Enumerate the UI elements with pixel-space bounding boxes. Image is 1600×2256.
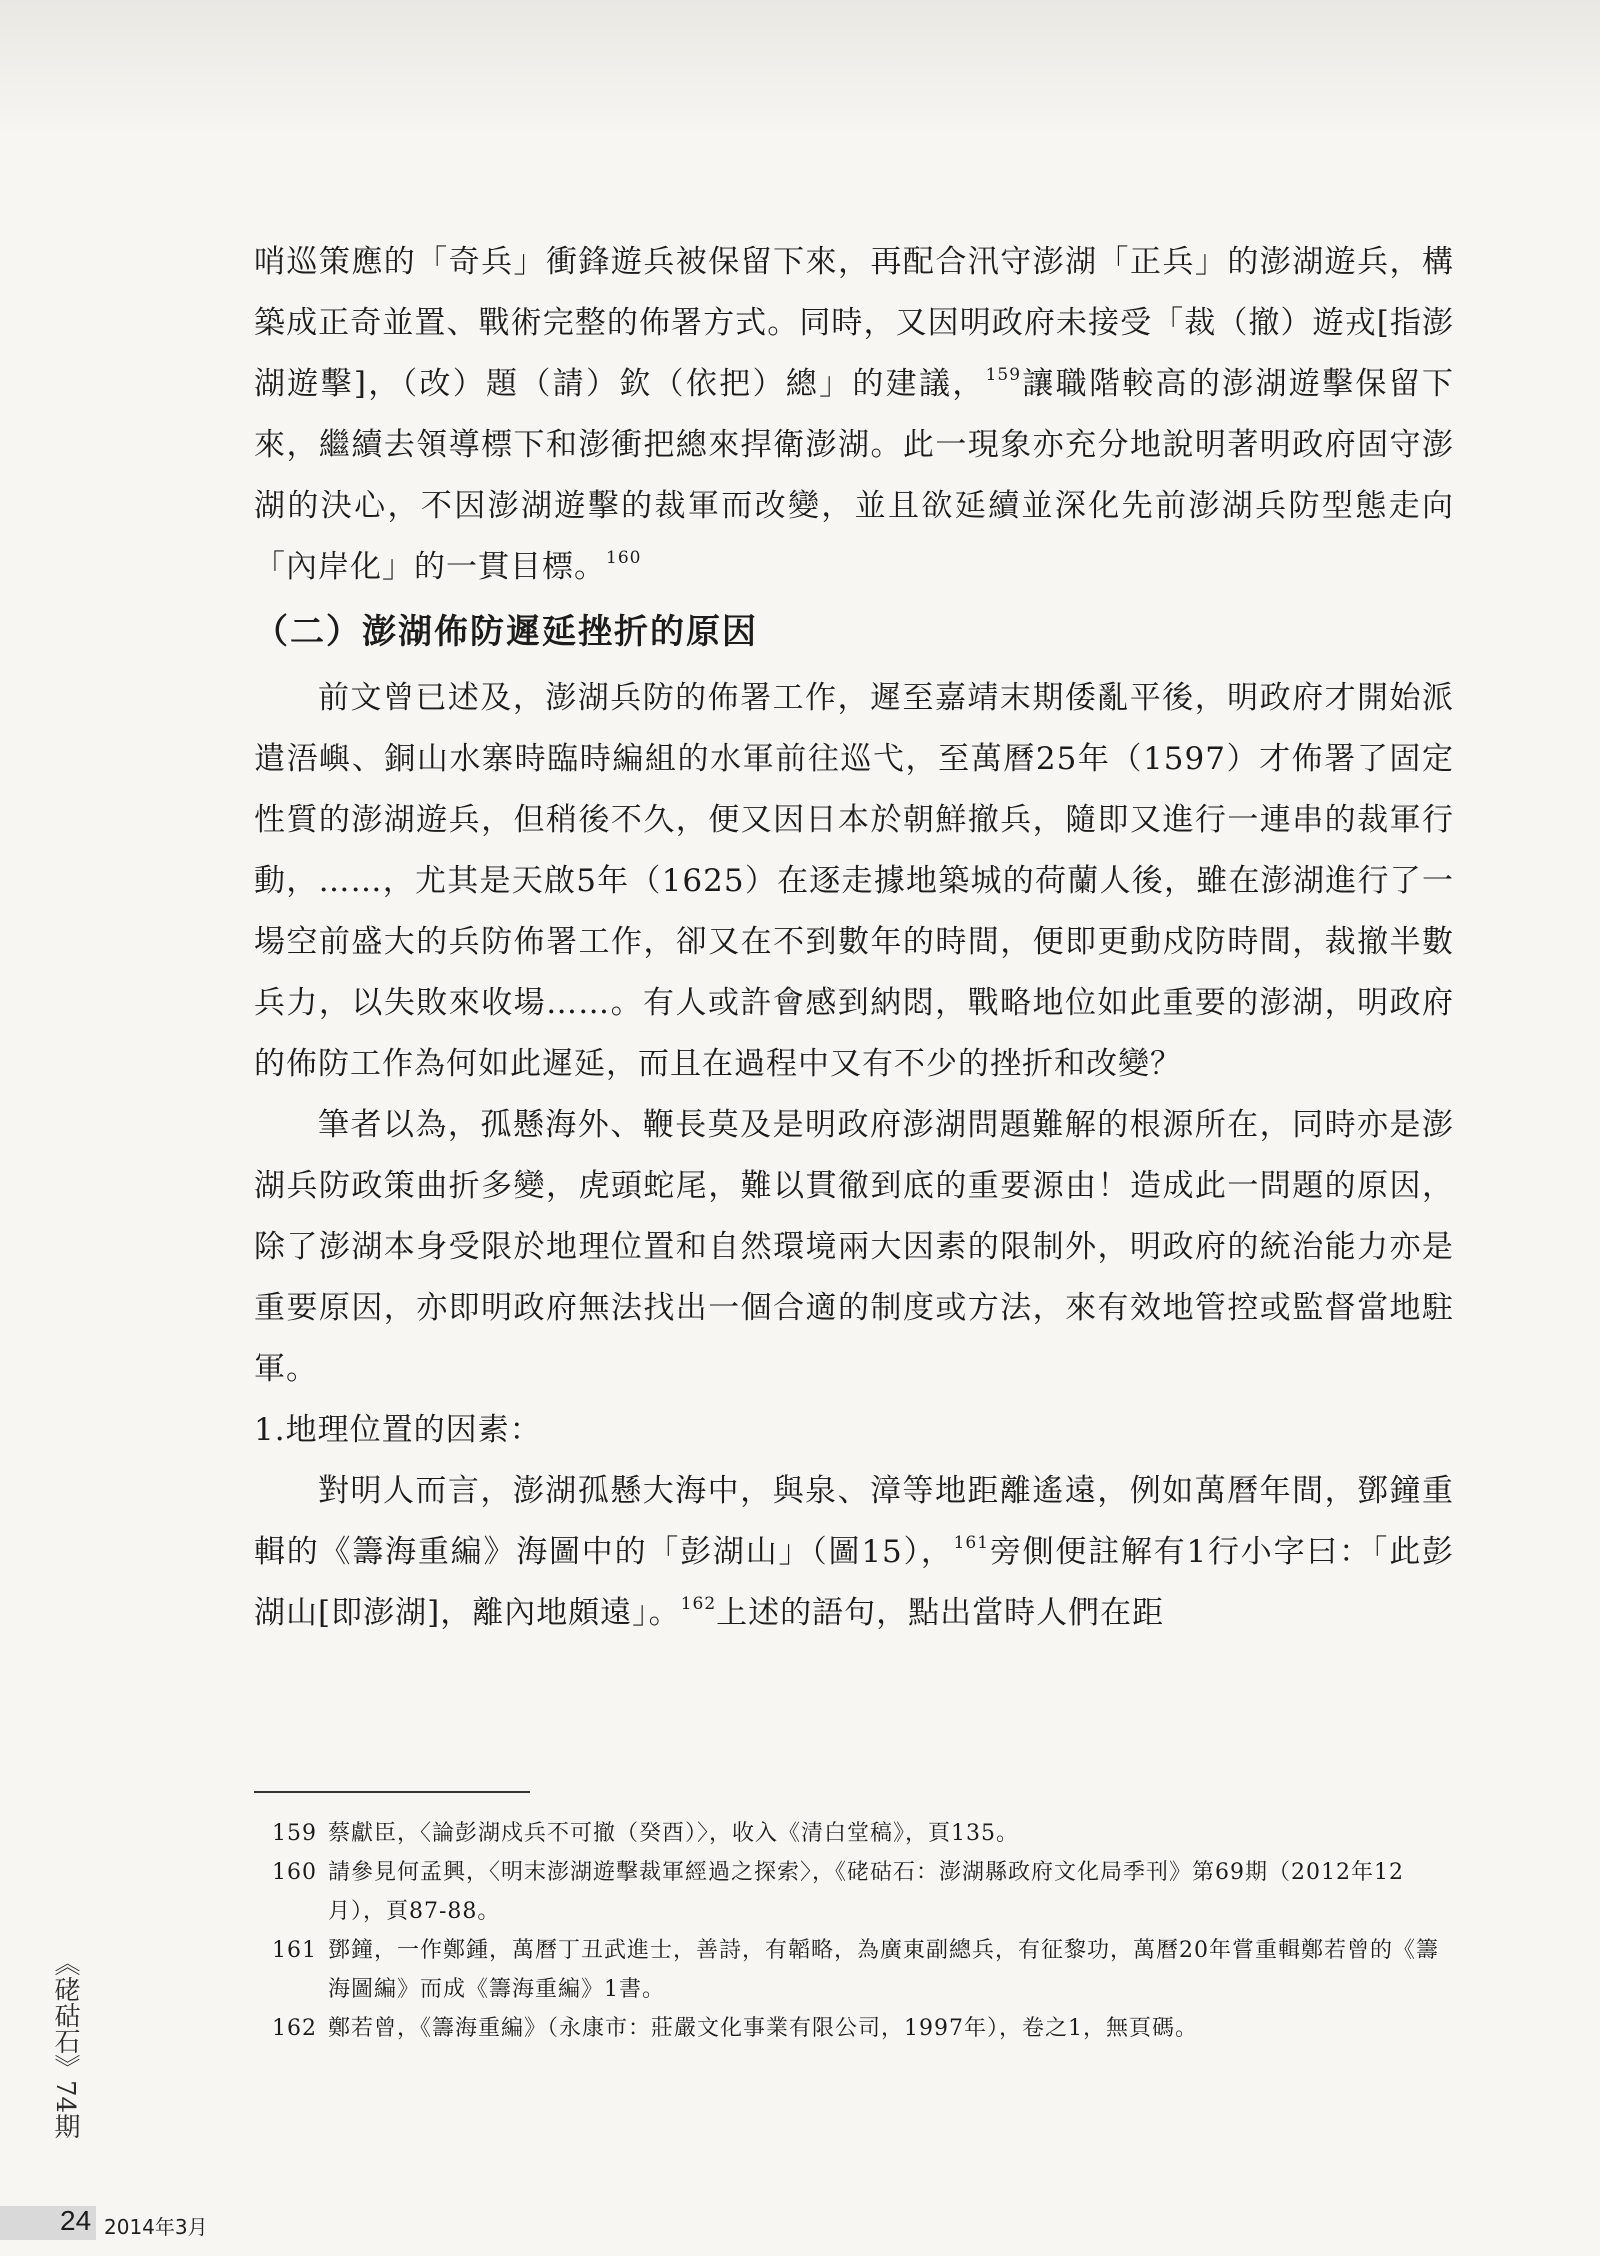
footnote-ref-159[interactable]: 159	[985, 365, 1022, 385]
footnote-ref-160[interactable]: 160	[606, 548, 642, 568]
paragraph-4: 對明人而言，澎湖孤懸大海中，與泉、漳等地距離遙遠，例如萬曆年間，鄧鐘重輯的《籌海重編》海圖中的「彭湖山」（圖15），$^{161}$旁側便註解有1行小字曰：「此彭湖山[即澎湖]，離內地頗遠」。$^{162}$上述的語句，點出當時人們在距	[254, 1473, 1454, 1631]
footnote-161: 161 鄧鐘，一作鄭鍾，萬曆丁丑武進士，善詩，有韜略，為廣東副總兵，有征黎功，萬曆20年嘗重輯鄭若曾的《籌海圖編》而成《籌海重編》1書。	[272, 1938, 1439, 2002]
journal-name: 《硓𥑮石》74期	[50, 1950, 80, 2140]
page-number: 24	[60, 2205, 92, 2236]
paragraph-1: 哨巡策應的「奇兵」衝鋒遊兵被保留下來，再配合汛守澎湖「正兵」的澎湖遊兵，構築成正奇並置、戰術完整的佈署方式。同時，又因明政府未接受「裁（撤）遊戎[指澎湖遊擊]，（改）題（請）欽（依把）總」的建議，$^{159}$讓職階較高的澎湖遊擊保留下來，繼續去領導標下和澎衝把總來捍衛澎湖。此一現象亦充分地說明著明政府固守澎湖的決心，不因澎湖遊擊的裁軍而改變，並且欲延續並深化先前澎湖兵防型態走向「內岸化」的一貫目標。$^{160}$	[254, 244, 1455, 585]
paragraph-3: 筆者以為，孤懸海外、鞭長莫及是明政府澎湖問題難解的根源所在，同時亦是澎湖兵防政策曲折多變，虎頭蛇尾，難以貫徹到底的重要源由！造成此一問題的原因，除了澎湖本身受限於地理位置和自然環境兩大因素的限制外，明政府的統治能力亦是重要原因，亦即明政府無法找出一個合適的制度或方法，來有效地管控或監督當地駐軍。	[254, 1107, 1454, 1387]
scan-shadow	[0, 0, 1600, 140]
footnote-divider	[254, 1791, 530, 1793]
footnote-160: 160 請參見何孟興，〈明末澎湖遊擊裁軍經過之探索〉，《硓𥑮石：澎湖縣政府文化局季刊》第69期（2012年12月），頁87-88。	[272, 1860, 1404, 1924]
subsection-heading: 1.地理位置的因素：	[254, 1412, 542, 1448]
issue-date: 2014年3月	[104, 2215, 208, 2239]
footnote-ref-161[interactable]: 161	[953, 1533, 990, 1553]
footnote-ref-162[interactable]: 162	[680, 1594, 717, 1614]
paragraph-2: 前文曾已述及，澎湖兵防的佈署工作，遲至嘉靖末期倭亂平後，明政府才開始派遣浯嶼、銅山水寨時臨時編組的水軍前往巡弋，至萬曆25年（1597）才佈署了固定性質的澎湖遊兵，但稍後不久，便又因日本於朝鮮撤兵，隨即又進行一連串的裁軍行動，……，尤其是天啟5年（1625）在逐走據地築城的荷蘭人後，雖在澎湖進行了一場空前盛大的兵防佈署工作，卻又在不到數年的時間，便即更動戍防時間，裁撤半數兵力，以失敗來收場……。有人或許會感到納悶，戰略地位如此重要的澎湖，明政府的佈防工作為何如此遲延，而且在過程中又有不少的挫折和改變？	[254, 680, 1454, 1082]
footnote-159: 159 蔡獻臣，〈論彭湖戍兵不可撤（癸酉）〉，收入《清白堂稿》，頁135。	[272, 1821, 1019, 1846]
main-text	[254, 232, 1454, 1644]
section-heading: （二）澎湖佈防遲延挫折的原因	[254, 612, 758, 652]
footnote-162: 162 鄭若曾，《籌海重編》（永康市：莊嚴文化事業有限公司，1997年），卷之1，無頁碼。	[272, 2016, 1198, 2041]
footnotes	[272, 1814, 1452, 2048]
